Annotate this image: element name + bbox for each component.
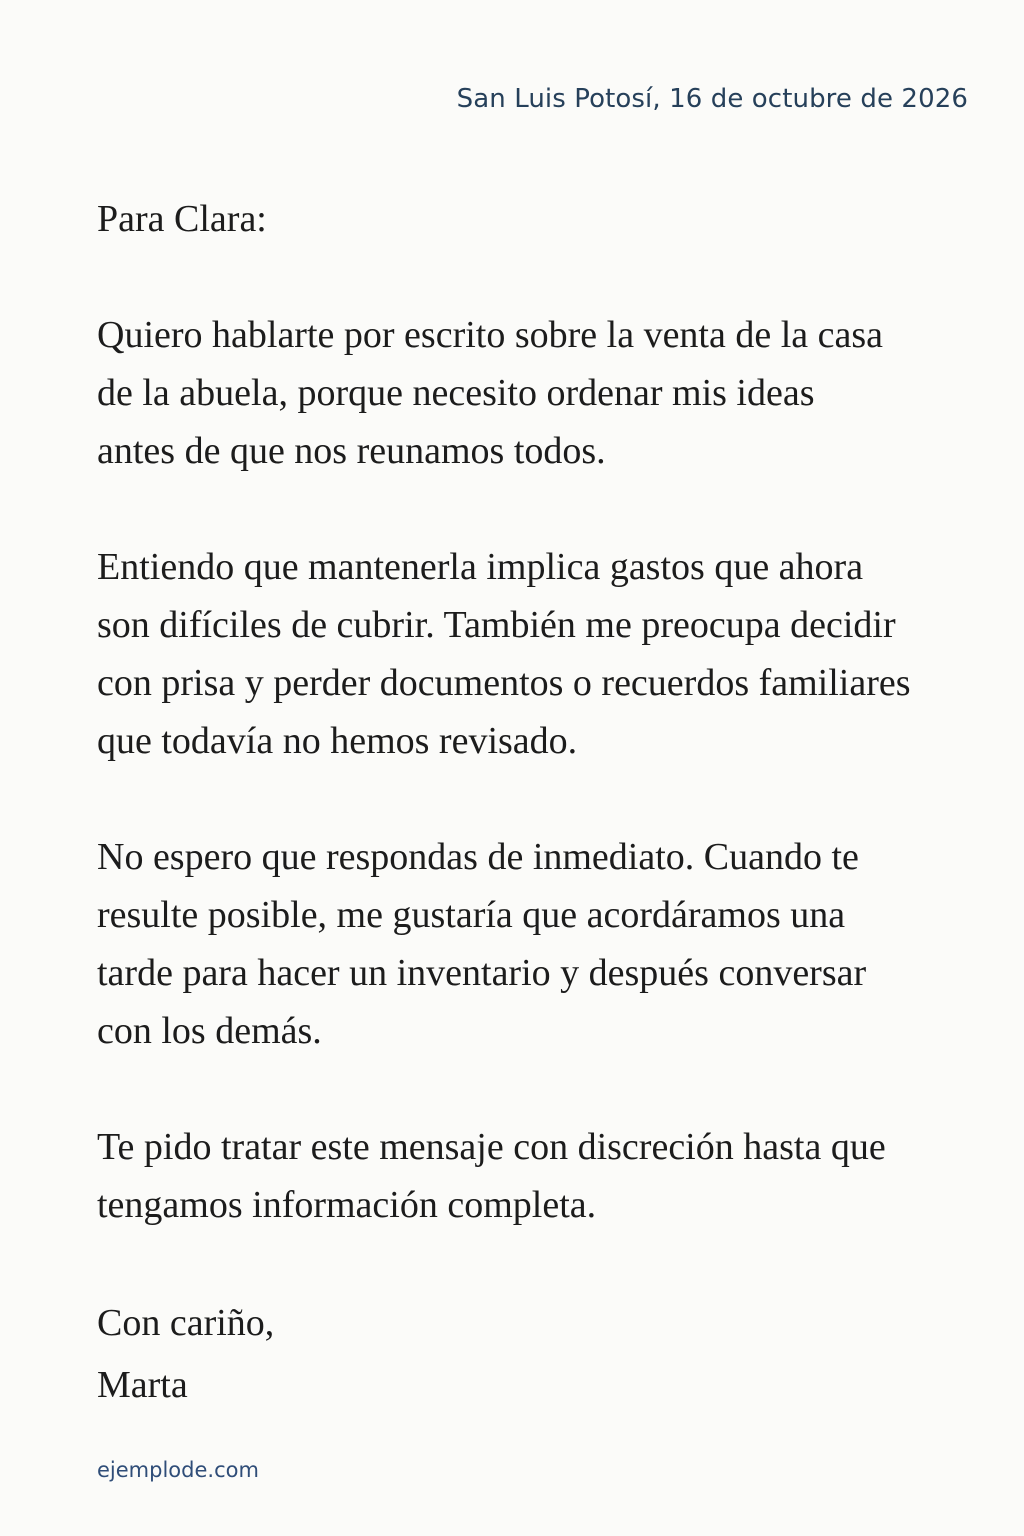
letter-body	[97, 190, 947, 1416]
paragraph-line: No espero que respondas de inmediato. Cuando te	[97, 836, 859, 878]
paragraph-line: son difíciles de cubrir. También me preocupa decidir	[97, 604, 896, 646]
paragraph-line: que todavía no hemos revisado.	[97, 720, 578, 762]
letter-signature: Marta	[97, 1364, 188, 1406]
letter-closing: Con cariño,	[97, 1302, 275, 1344]
paragraph-line: con prisa y perder documentos o recuerdos familiares	[97, 662, 911, 704]
paragraph-line: con los demás.	[97, 1010, 322, 1052]
paragraph-line: Te pido tratar este mensaje con discreción hasta que	[97, 1126, 886, 1168]
paragraph-line: Quiero hablarte por escrito sobre la venta de la casa	[97, 314, 884, 356]
paragraph-line: de la abuela, porque necesito ordenar mis ideas	[97, 372, 815, 414]
paragraph-line: tarde para hacer un inventario y después conversar	[97, 952, 867, 994]
paragraph-line: Entiendo que mantenerla implica gastos que ahora	[97, 546, 864, 588]
letter-paragraph-4	[97, 1118, 947, 1234]
letter-paragraph-3	[97, 828, 947, 1060]
letter-paragraph-2	[97, 538, 947, 770]
paragraph-line: tengamos información completa.	[97, 1184, 597, 1226]
paragraph-line: antes de que nos reunamos todos.	[97, 430, 606, 472]
letter-greeting: Para Clara:	[97, 198, 267, 240]
paragraph-line: resulte posible, me gustaría que acordáramos una	[97, 894, 846, 936]
letter-paragraph-1	[97, 306, 947, 480]
letter-closing-block	[97, 1292, 947, 1416]
footer-site-link[interactable]: ejemplode.com	[97, 1458, 259, 1482]
letter-date: San Luis Potosí, 16 de octubre de 2026	[456, 84, 968, 114]
